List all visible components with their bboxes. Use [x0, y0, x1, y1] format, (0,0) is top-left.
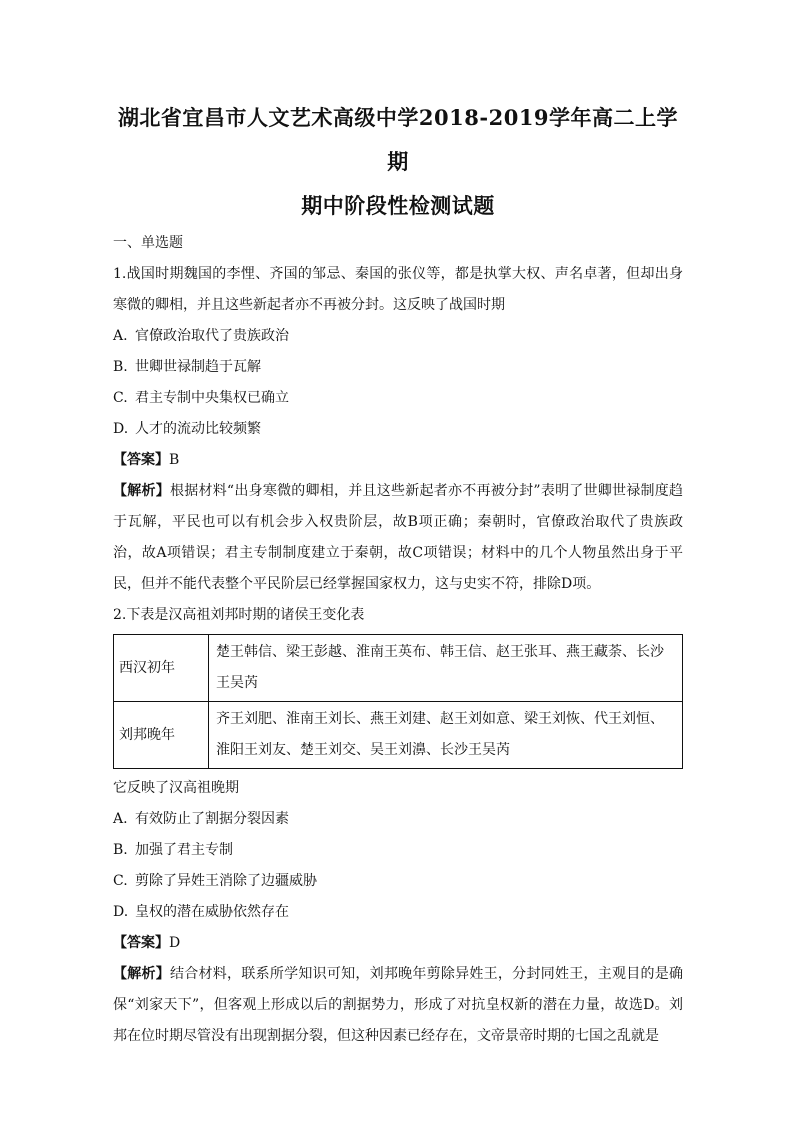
- question-1-stem: 1.战国时期魏国的李悝、齐国的邹忌、秦国的张仪等，都是执掌大权、声名卓著，但却出身寒微的卿相，并且这些新起者亦不再被分封。这反映了战国时期: [113, 266, 683, 313]
- document-page: [113, 0, 683, 1052]
- question-1-option-a: [113, 321, 683, 352]
- analysis-tag: 【解析】: [113, 483, 170, 499]
- analysis-text: 根据材料“出身寒微的卿相，并且这些新起者亦不再被分封”表明了世卿世禄制度趋于瓦解，平民也可以有机会步入权贵阶层，故B项正确；秦朝时，官僚政治取代了贵族政治，故A项错误；君主专制制度建立于秦朝，故C项错误；材料中的几个人物虽然出身于平民，但并不能代表整个平民阶层已经掌握国家权力，这与史实不符，排除D项。: [113, 483, 683, 592]
- question-2-option-b: [113, 835, 683, 866]
- answer-tag: 【答案】: [113, 935, 169, 951]
- option-text: 世卿世禄制趋于瓦解: [135, 359, 261, 375]
- table-row: [114, 702, 683, 769]
- option-text: 加强了君主专制: [135, 842, 233, 858]
- question-2-option-d: [113, 897, 683, 928]
- question-2-answer: [113, 928, 683, 959]
- option-text: 剪除了异姓王消除了边疆威胁: [135, 873, 317, 889]
- question-1: [113, 259, 683, 600]
- option-text: 官僚政治取代了贵族政治: [135, 328, 289, 344]
- answer-value: D: [169, 935, 181, 951]
- table-cell-era: 西汉初年: [114, 635, 209, 702]
- option-letter: D.: [113, 904, 129, 920]
- question-1-option-b: [113, 352, 683, 383]
- option-letter: B.: [113, 842, 128, 858]
- option-letter: D.: [113, 421, 129, 437]
- section-heading: 一、单选题: [113, 235, 183, 251]
- question-2: [113, 600, 683, 1052]
- question-2-option-c: [113, 866, 683, 897]
- option-letter: A.: [113, 811, 128, 827]
- option-text: 有效防止了割据分裂因素: [135, 811, 289, 827]
- vassal-kings-table: [113, 634, 683, 769]
- option-letter: C.: [113, 873, 128, 889]
- question-2-stem: 2.下表是汉高祖刘邦时期的诸侯王变化表: [113, 607, 365, 623]
- document-title-line-2: 期中阶段性检测试题: [301, 193, 495, 218]
- question-1-analysis: [113, 476, 683, 600]
- question-1-option-c: [113, 383, 683, 414]
- answer-tag: 【答案】: [113, 452, 169, 468]
- table-cell-era: 刘邦晚年: [114, 702, 209, 769]
- table-row: [114, 635, 683, 702]
- question-2-analysis: [113, 959, 683, 1052]
- option-letter: B.: [113, 359, 128, 375]
- question-2-option-a: [113, 804, 683, 835]
- table-cell-kings: 楚王韩信、梁王彭越、淮南王英布、韩王信、赵王张耳、燕王藏荼、长沙王吴芮: [209, 635, 683, 702]
- analysis-text: 结合材料，联系所学知识可知，刘邦晚年剪除异姓王，分封同姓王，主观目的是确保“刘家天下”，但客观上形成以后的割据势力，形成了对抗皇权新的潜在力量，故选D。刘邦在位时期尽管没有出现割据分裂，但这种因素已经存在，文帝景帝时期的七国之乱就是: [113, 966, 684, 1044]
- answer-value: B: [169, 452, 180, 468]
- question-2-prompt: 它反映了汉高祖晚期: [113, 780, 239, 796]
- option-text: 皇权的潜在威胁依然存在: [135, 904, 289, 920]
- analysis-tag: 【解析】: [113, 966, 171, 982]
- question-1-answer: [113, 445, 683, 476]
- option-text: 人才的流动比较频繁: [135, 421, 261, 437]
- option-letter: C.: [113, 390, 128, 406]
- table-cell-kings: 齐王刘肥、淮南王刘长、燕王刘建、赵王刘如意、梁王刘恢、代王刘恒、淮阳王刘友、楚王刘交、吴王刘濞、长沙王吴芮: [209, 702, 683, 769]
- document-title-line-1: 湖北省宜昌市人文艺术高级中学2018-2019学年高二上学期: [117, 105, 679, 174]
- option-letter: A.: [113, 328, 128, 344]
- option-text: 君主专制中央集权已确立: [135, 390, 289, 406]
- question-1-option-d: [113, 414, 683, 445]
